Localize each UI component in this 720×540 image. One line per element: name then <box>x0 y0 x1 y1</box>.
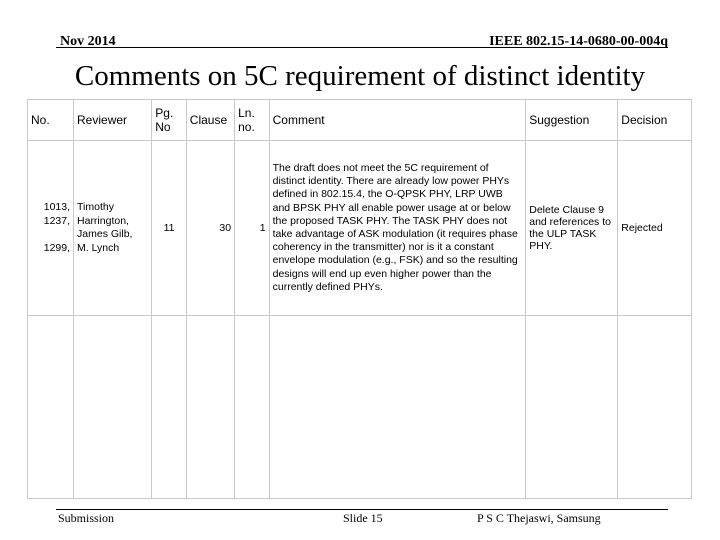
header-divider <box>56 47 668 48</box>
col-header-clause: Clause <box>186 100 234 141</box>
col-header-suggestion: Suggestion <box>526 100 618 141</box>
cell-decision: Rejected <box>618 141 692 316</box>
reviewer-4: M. Lynch <box>77 241 120 254</box>
cell-ln: 1 <box>235 141 270 316</box>
cell-pg: 11 <box>152 141 187 316</box>
table-row-empty <box>28 316 692 499</box>
reviewer-1: Timothy <box>77 201 114 213</box>
number-3 <box>31 228 70 242</box>
number-4: 1299, <box>43 241 71 254</box>
footer-divider <box>56 509 668 510</box>
cell-numbers <box>28 141 74 316</box>
reviewer-3: James Gilb, <box>77 228 133 240</box>
header-doc-id: IEEE 802.15-14-0680-00-004q <box>489 34 668 49</box>
footer-submission: Submission <box>58 511 115 525</box>
cell-suggestion: Delete Clause 9 and references to the ULP TASK PHY. <box>526 141 618 316</box>
footer-slide-number: Slide 15 <box>343 511 383 525</box>
reviewer-2: Harrington, <box>77 214 129 227</box>
col-header-ln: Ln. no. <box>235 100 270 141</box>
col-header-comment: Comment <box>269 100 526 141</box>
col-header-reviewer: Reviewer <box>74 100 152 141</box>
cell-comment: The draft does not meet the 5C requirement of distinct identity. There are already low power PHYs defined in 802.15.4, the O-QPSK PHY, LRP UWB and BPSK PHY all enable power usage at or below the proposed TASK PHY. The TASK PHY does not take advantage of ASK modulation (it requires phase coherency in the transmitter) nor is it a constant envelope modulation (e.g., FSK) and so the resulting designs will end up even higher power than the currently defined PHYs. <box>269 141 526 316</box>
slide-title: Comments on 5C requirement of distinct identity <box>74 60 646 92</box>
col-header-no: No. <box>28 100 74 141</box>
col-header-decision: Decision <box>618 100 692 141</box>
cell-reviewers <box>74 141 152 316</box>
table-row <box>28 141 692 316</box>
cell-clause: 30 <box>186 141 234 316</box>
col-header-pg: Pg. No <box>152 100 187 141</box>
table-header-row <box>28 100 692 141</box>
number-1: 1013, <box>43 201 71 213</box>
footer-author: P S C Thejaswi, Samsung <box>477 511 601 525</box>
number-2: 1237, <box>43 214 71 227</box>
header-date: Nov 2014 <box>60 34 116 49</box>
comments-table <box>27 99 692 499</box>
